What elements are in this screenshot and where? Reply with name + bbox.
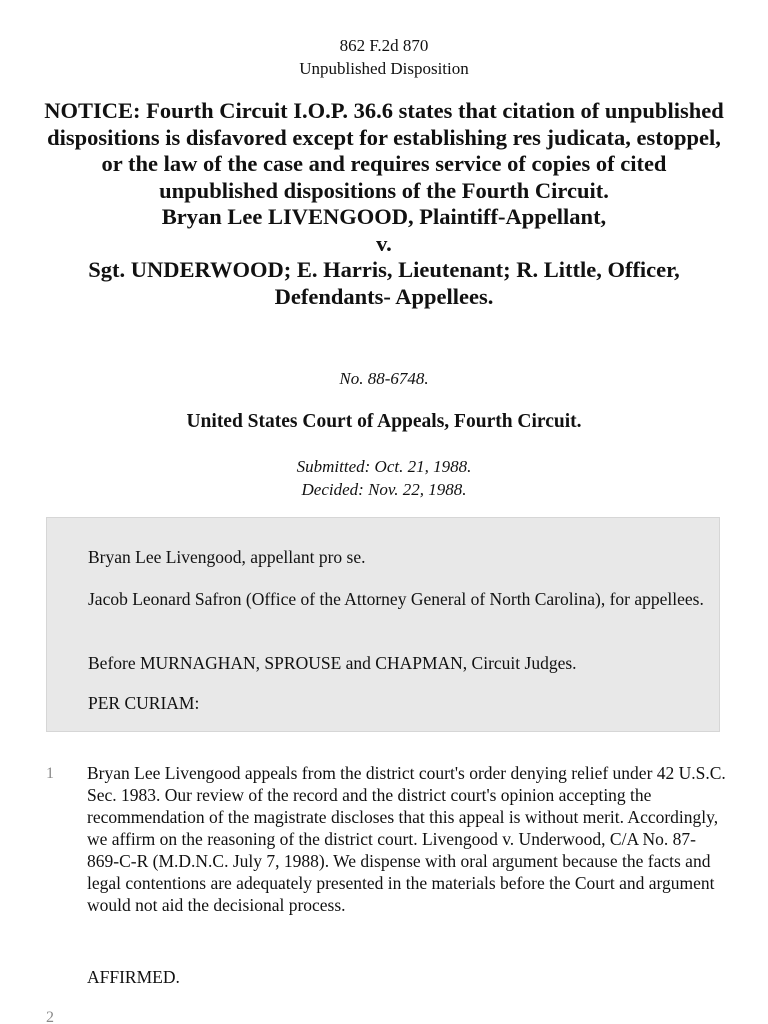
- submitted-date: Submitted: Oct. 21, 1988.: [296, 457, 472, 476]
- counsel-box: [46, 517, 720, 732]
- case-title: [40, 98, 728, 310]
- disposition-affirmed: AFFIRMED.: [87, 967, 180, 987]
- court-name: United States Court of Appeals, Fourth Circuit.: [186, 411, 582, 432]
- docket-number: No. 88-6748.: [339, 369, 429, 388]
- reporter-citation: 862 F.2d 870: [339, 36, 429, 55]
- paragraph-number: 2: [46, 1011, 54, 1024]
- defendants-names: Sgt. UNDERWOOD; E. Harris, Lieutenant; R. Little, Officer, Defendants- Appellees.: [88, 257, 680, 309]
- case-dates: [0, 455, 768, 501]
- notice-text: NOTICE: Fourth Circuit I.O.P. 36.6 states that citation of unpublished dispositions is disfavored except for establishing res judicata, estoppel, or the law of the case and requires service of copies of cited unpublished dispositions of the Fourth Circuit.: [44, 98, 724, 203]
- decided-date: Decided: Nov. 22, 1988.: [301, 480, 467, 499]
- versus-text: v.: [376, 230, 392, 256]
- per-curiam: PER CURIAM:: [88, 693, 200, 713]
- paragraph-number: 1: [46, 765, 54, 782]
- appellant-counsel: Bryan Lee Livengood, appellant pro se.: [88, 547, 366, 567]
- judges-panel: Before MURNAGHAN, SPROUSE and CHAPMAN, Circuit Judges.: [88, 653, 577, 673]
- opinion-paragraph: Bryan Lee Livengood appeals from the district court's order denying relief under 42 U.S.C. Sec. 1983. Our review of the record and the district court's opinion accepting the recommendation of the magistrate discloses that this appeal is without merit. Accordingly, we affirm on the reasoning of the district court. Livengood v. Underwood, C/A No. 87-869-C-R (M.D.N.C. July 7, 1988). We dispense with oral argument because the facts and legal contentions are adequately presented in the materials before the Court and argument would not aid the decisional process.: [87, 763, 726, 915]
- plaintiff-name: Bryan Lee LIVENGOOD, Plaintiff-Appellant,: [161, 204, 607, 229]
- appellee-counsel: Jacob Leonard Safron (Office of the Attorney General of North Carolina), for appellees.: [88, 589, 704, 609]
- disposition-label: Unpublished Disposition: [299, 59, 469, 78]
- citation-header: [0, 34, 768, 80]
